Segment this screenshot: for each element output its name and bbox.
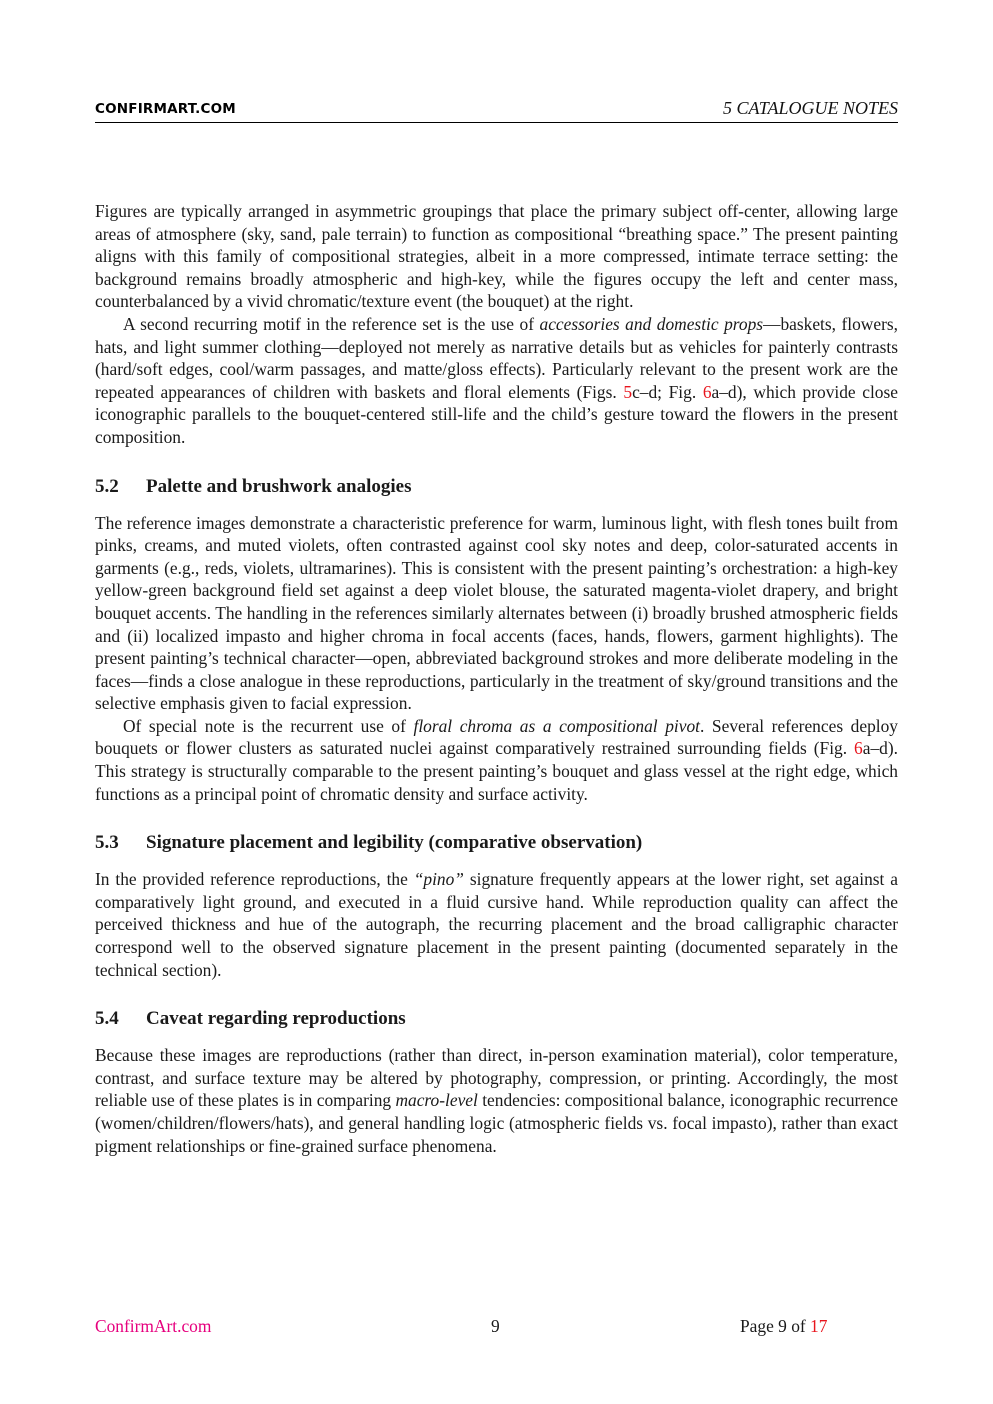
section-5-2-paragraph-1: The reference images demonstrate a characteristic preference for warm, luminous light, with flesh tones built from pinks, creams, and muted violets, often contrasted against cool sky notes and deep, color-saturated accents in garments (e.g., reds, violets, ultramarines). This is consistent with the present painting’s orchestration: a high-key yellow-green background field set against a deep violet blouse, the saturated magenta-violet drapery, and bright bouquet accents. The handling in the references similarly alternates between (i) broadly brushed atmospheric fields and (ii) localized impasto and higher chroma in focal accents (faces, hands, flowers, garment highlights). The present painting’s technical character—open, abbreviated background strokes and more deliberate modeling in the faces—finds a close analogue in these reproductions, particularly in the treatment of sky/ground transitions and the selective emphasis given to facial expression.: [95, 512, 898, 714]
emphasis-accessories: accessories and domestic props: [539, 313, 764, 334]
section-number: 5.4: [95, 1008, 119, 1030]
section-heading-5-3: [95, 831, 898, 855]
figure-link-6[interactable]: 6: [854, 738, 863, 759]
page-header: [95, 98, 898, 123]
intro-paragraph-1: Figures are typically arranged in asymmetric groupings that place the primary subject off-center, allowing large areas of atmosphere (sky, sand, pale terrain) to function as compositional “breathing space.” The present painting aligns with this family of compositional strategies, albeit in a more compressed, intimate terrace setting: the background remains broadly atmospheric and high-key, while the figures occupy the left and center mass, counterbalanced by a vivid chromatic/texture event (the bouquet) at the right.: [95, 201, 898, 312]
section-number: 5.3: [95, 832, 119, 854]
total-pages-link[interactable]: 17: [810, 1316, 828, 1336]
footer-site-link[interactable]: ConfirmArt.com: [95, 1316, 212, 1336]
site-logo[interactable]: CONFIRMART.COM: [95, 101, 236, 117]
section-5-4-paragraph-1: Because these images are reproductions (rather than direct, in-person examination material), color temperature, contrast, and surface texture may be altered by photography, compression, or printing. Accordingly, the most reliable use of these plates is in comparing macro-level tendencies: compositional balance, iconographic recurrence (women/children/flowers/hats), and general handling logic (atmospheric fields vs. focal impasto), rather than exact pigment relationships or fine-grained surface phenomena.: [95, 1045, 898, 1156]
emphasis-floral-chroma: floral chroma as a compositional pivot: [413, 715, 700, 736]
section-title: Signature placement and legibility (comparative observation): [146, 832, 643, 854]
section-heading-5-2: [95, 475, 898, 499]
footer-page-count: Page 9 of 17: [740, 1316, 828, 1336]
document-body: [95, 200, 898, 1157]
emphasis-macro-level: macro-level: [395, 1090, 478, 1111]
emphasis-pino: “pino”: [413, 869, 464, 890]
section-title: Caveat regarding reproductions: [146, 1008, 406, 1030]
section-heading-5-4: [95, 1007, 898, 1031]
section-number: 5.2: [95, 475, 119, 497]
section-title: Palette and brushwork analogies: [146, 475, 412, 497]
footer-page-number: 9: [491, 1316, 500, 1336]
section-5-2-paragraph-2: Of special note is the recurrent use of floral chroma as a compositional pivot. Several references deploy bouquets or flower clusters as saturated nuclei against comparatively restrained surrounding fields (Fig. 6a–d). This strategy is structurally comparable to the present painting’s bouquet and glass vessel at the right edge, which functions as a principal point of chromatic density and surface activity.: [95, 715, 898, 804]
figure-link-6[interactable]: 6: [702, 381, 712, 402]
running-title: 5 CATALOGUE NOTES: [722, 98, 898, 118]
intro-paragraph-2: A second recurring motif in the reference set is the use of accessories and domestic props—baskets, flowers, hats, and light summer clothing—deployed not merely as narrative details but as vehicles for painterly contrasts (hard/soft edges, cool/warm passages, and matte/gloss effects). Particularly relevant to the present work are the repeated appearances of children with baskets and floral elements (Figs. 5c–d; Fig. 6a–d), which provide close iconographic parallels to the bouquet-centered still-life and the child’s gesture toward the flowers in the present composition.: [95, 313, 898, 447]
section-5-3-paragraph-1: In the provided reference reproductions, the “pino” signature frequently appears at the lower right, set against a comparatively light ground, and executed in a fluid cursive hand. While reproduction quality can affect the perceived thickness and hue of the autograph, the recurring placement and the broad calligraphic character correspond well to the observed signature placement in the present painting (documented separately in the technical section).: [95, 869, 898, 980]
figure-link-5[interactable]: 5: [623, 381, 633, 402]
page-footer: [95, 1316, 898, 1340]
